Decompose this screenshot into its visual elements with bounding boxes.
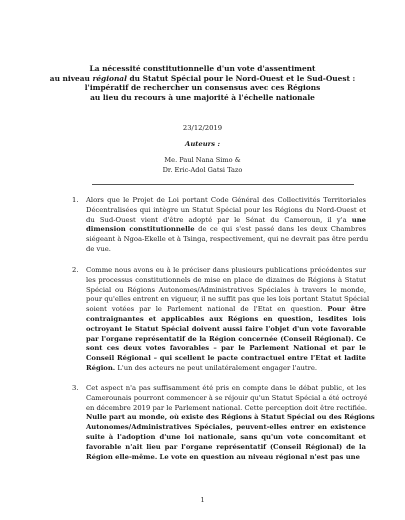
paragraph-line bbox=[86, 453, 366, 463]
paragraph-line bbox=[86, 276, 366, 286]
author-name: Dr. Eric-Adol Gatsi Tazo bbox=[162, 166, 243, 174]
bold-text: dimension constitutionnelle bbox=[86, 225, 195, 234]
text-run: de ce qui s'est passé dans les deux Chambres bbox=[194, 225, 366, 234]
text-run: Comme nous avons eu à le préciser dans plusieurs publications précédentes sur bbox=[86, 266, 366, 274]
paragraph-line bbox=[86, 295, 370, 305]
title-line-part: au niveau régional du Statut Spécial pour le Nord-Ouest et le Sud-Ouest : bbox=[49, 73, 356, 83]
paragraph-line bbox=[86, 413, 375, 423]
text-run: Cet aspect n'a pas suffisamment été pris en compte dans le débat public, et les bbox=[86, 384, 366, 392]
title-line: l'impératif de rechercher un consensus avec ces Régions bbox=[84, 83, 321, 93]
paragraph-line bbox=[86, 354, 366, 364]
paragraph-line bbox=[86, 266, 366, 276]
text-run: Camerounais pourront commencer à se réjouir qu'un Statut Spécial a été octroyé bbox=[86, 393, 368, 402]
bold-text: Pour être bbox=[327, 305, 366, 314]
text-run: en décembre 2019 par le Parlement national. Cette perception doit être rectifiée. bbox=[86, 403, 368, 412]
page-number: 1 bbox=[200, 496, 205, 504]
paragraph-line bbox=[86, 245, 366, 255]
bold-text: par l'organe représentatif de la Région concernée (Conseil Régional). Ce bbox=[86, 334, 366, 343]
paragraph-line bbox=[86, 216, 366, 226]
bold-text: suite à l'adoption d'une loi nationale, sans qu'un vote concomitant et bbox=[86, 432, 366, 441]
numbered-paragraph-3 bbox=[72, 384, 375, 462]
document-title bbox=[40, 64, 365, 102]
bold-text: octroyant le Statut Spécial doivent aussi faire l'objet d'un vote favorable bbox=[86, 324, 366, 333]
paragraph-line bbox=[86, 286, 366, 296]
paragraph-line bbox=[86, 325, 366, 335]
numbered-paragraph-1 bbox=[72, 196, 369, 255]
paragraph-body bbox=[86, 384, 375, 462]
paragraph-line bbox=[86, 404, 366, 414]
paragraph-number: 1. bbox=[72, 196, 79, 204]
bold-text: favorable n'ait lieu par l'organe représentatif (Conseil Régional) de la bbox=[86, 442, 366, 451]
bold-text: Région. bbox=[86, 363, 116, 372]
text-run: du Sud-Ouest vient d'être adopté par le Sénat du Cameroun, il y'a bbox=[86, 215, 352, 224]
paragraph-line bbox=[86, 384, 366, 394]
paragraph-number: 2. bbox=[72, 266, 79, 274]
text-run: de vue. bbox=[86, 244, 111, 253]
title-line: La nécessité constitutionnelle d'un vote d'assentiment bbox=[89, 64, 316, 73]
paragraph-line bbox=[86, 315, 366, 325]
paragraph-line bbox=[86, 423, 366, 433]
title-line: au lieu du recours à une majorité à l'échelle nationale bbox=[90, 92, 315, 102]
paragraph-line bbox=[86, 394, 366, 404]
paragraph-line bbox=[86, 364, 366, 374]
bold-text: Nulle part au monde, où existe des Régions à Statut Spécial ou des Régions bbox=[86, 413, 375, 422]
bold-text: Autonomes/Administratives Spéciales, peuvent-elles entrer en existence bbox=[86, 423, 366, 432]
title-emphasis: régional bbox=[92, 73, 127, 83]
paragraph-line bbox=[86, 335, 366, 345]
text-run: L'un des acteurs ne peut unilatéralement engager l'autre. bbox=[115, 363, 318, 372]
bold-text: Conseil Régional – qui scellent le pacte contractuel entre l'Etat et ladite bbox=[86, 354, 366, 363]
paragraph-line bbox=[86, 235, 369, 245]
text-run: pour qu'elles entrent en vigueur, il ne suffit pas que les lois portant Statut Spécial bbox=[86, 295, 370, 304]
document-date: 23/12/2019 bbox=[182, 124, 223, 132]
paragraph-number: 3. bbox=[72, 384, 79, 392]
paragraph-line bbox=[86, 225, 366, 235]
paragraph-line bbox=[86, 196, 366, 206]
text-run: soient votées par le Parlement national de l'Etat en question. bbox=[86, 305, 328, 314]
text-run: siégeant à Ngoa-Ekelle et à Tsinga, respectivement, qui ne devrait pas être perdu bbox=[86, 235, 369, 244]
bold-text: Région elle-même. Le vote en question au niveau régional n'est pas une bbox=[86, 452, 360, 461]
bold-text: une bbox=[351, 215, 366, 224]
title-line bbox=[40, 74, 365, 84]
text-run: les processus constitutionnels de mise en place de dizaines de Régions à Statut bbox=[86, 275, 366, 284]
paragraph-body bbox=[86, 196, 369, 255]
bold-text: sont ces deux votes favorables – par le Parlement National et par le bbox=[86, 344, 366, 353]
paragraph-line bbox=[86, 344, 366, 354]
paragraph-body bbox=[86, 266, 370, 374]
author-name: Me. Paul Nana Simo & bbox=[164, 156, 241, 164]
numbered-paragraph-2 bbox=[72, 266, 370, 374]
text-run: Alors que le Projet de Loi portant Code Général des Collectivités Territoriales bbox=[86, 196, 366, 204]
text-run: Spécial ou Régions Autonomes/Administratives Spéciales à travers le monde, bbox=[86, 285, 366, 294]
paragraph-line bbox=[86, 443, 366, 453]
paragraph-line bbox=[86, 206, 366, 216]
text-run: Décentralisées qui intègre un Statut Spécial pour les Régions du Nord-Ouest et bbox=[86, 205, 366, 214]
paragraph-line bbox=[86, 433, 366, 443]
paragraph-line bbox=[86, 305, 366, 315]
authors-heading: Auteurs : bbox=[185, 140, 220, 148]
bold-text: contraignantes et applicables aux Régions en question, lesdites lois bbox=[86, 314, 366, 323]
separator-line bbox=[92, 184, 354, 185]
